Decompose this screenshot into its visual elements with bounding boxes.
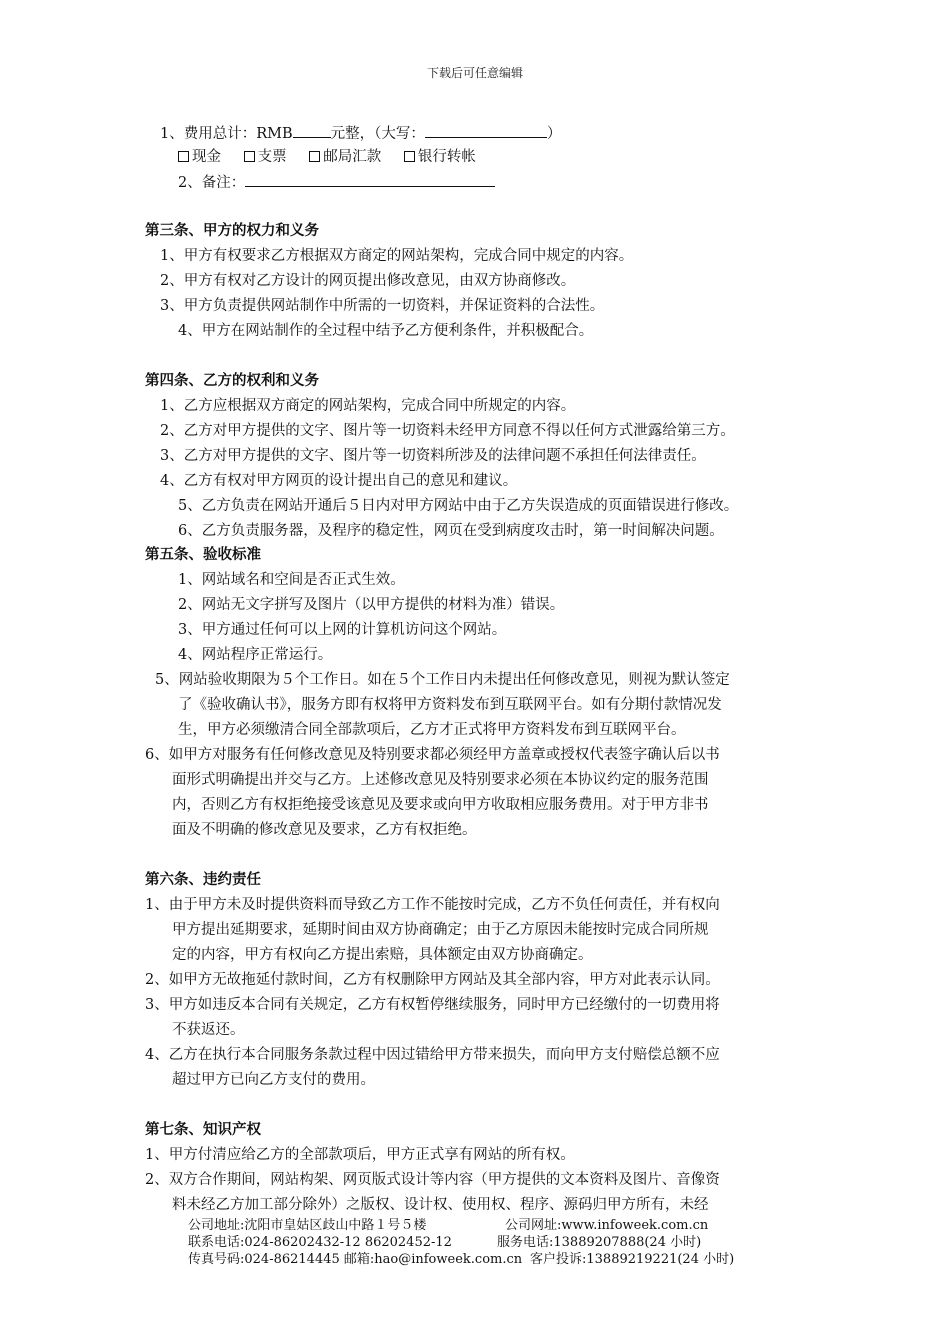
remark-blank xyxy=(245,171,495,187)
s4-item: 3、乙方对甲方提供的文字、图片等一切资料所涉及的法律问题不承担任何法律责任。 xyxy=(160,448,706,464)
footer-service: 服务电话:13889207888(24 小时) xyxy=(497,1235,702,1250)
s6-item-1-line: 定的内容，甲方有权向乙方提出索赔，具体额定由双方协商确定。 xyxy=(172,947,593,963)
s4-item: 4、乙方有权对甲方网页的设计提出自己的意见和建议。 xyxy=(160,473,518,489)
s5-item-6-line: 面及不明确的修改意见及要求，乙方有权拒绝。 xyxy=(172,822,477,838)
payment-remark-line xyxy=(178,171,495,193)
s6-item-4-line: 超过甲方已向乙方支付的费用。 xyxy=(172,1072,375,1088)
option-cash[interactable]: 现金 xyxy=(178,149,221,165)
s3-item: 4、甲方在网站制作的全过程中结予乙方便利条件，并积极配合。 xyxy=(178,323,594,339)
remark-label: 2、备注： xyxy=(178,175,246,191)
payment-total-prefix: 1、费用总计：RMB xyxy=(160,126,293,142)
checkbox-icon xyxy=(404,151,415,162)
s7-item-2-line: 料未经乙方加工部分除外）之版权、设计权、使用权、程序、源码归甲方所有，未经 xyxy=(172,1197,709,1213)
checkbox-icon xyxy=(309,151,320,162)
payment-total-line xyxy=(160,122,561,144)
section-7-title: 第七条、知识产权 xyxy=(145,1121,261,1138)
s5-item: 1、网站域名和空间是否正式生效。 xyxy=(178,572,405,588)
amount-words-blank xyxy=(425,122,547,138)
checkbox-icon xyxy=(244,151,255,162)
s4-item: 2、乙方对甲方提供的文字、图片等一切资料未经甲方同意不得以任何方式泄露给第三方。 xyxy=(160,423,735,439)
s3-item: 2、甲方有权对乙方设计的网页提出修改意见，由双方协商修改。 xyxy=(160,273,576,289)
option-postal[interactable]: 邮局汇款 xyxy=(309,149,381,165)
footer-fax-email: 传真号码:024-86214445 邮箱:hao@infoweek.com.cn xyxy=(188,1252,523,1267)
section-6-title: 第六条、违约责任 xyxy=(145,871,261,888)
amount-blank xyxy=(293,122,331,138)
s6-item-1-line: 甲方提出延期要求，延期时间由双方协商确定；由于乙方原因未能按时完成合同所规 xyxy=(172,922,709,938)
s7-item-1: 1、甲方付清应给乙方的全部款项后，甲方正式享有网站的所有权。 xyxy=(145,1147,575,1163)
s3-item: 3、甲方负责提供网站制作中所需的一切资料，并保证资料的合法性。 xyxy=(160,298,605,314)
footer-website: 公司网址:www.infoweek.com.cn xyxy=(505,1218,709,1233)
s6-item-1-line: 1、由于甲方未及时提供资料而导致乙方工作不能按时完成，乙方不负任何责任，并有权向 xyxy=(145,897,720,913)
s6-item-2-line: 2、如甲方无故拖延付款时间，乙方有权删除甲方网站及其全部内容，甲方对此表示认同。 xyxy=(145,972,720,988)
section-3-title: 第三条、甲方的权力和义务 xyxy=(145,222,319,239)
s5-item: 2、网站无文字拼写及图片（以甲方提供的材料为准）错误。 xyxy=(178,597,565,613)
s5-item: 4、网站程序正常运行。 xyxy=(178,647,333,663)
page-header-note: 下载后可任意编辑 xyxy=(426,66,523,80)
footer-address: 公司地址:沈阳市皇姑区歧山中路１号５楼 xyxy=(188,1218,427,1233)
s4-item: 5、乙方负责在网站开通后５日内对甲方网站中由于乙方失误造成的页面错误进行修改。 xyxy=(178,498,739,514)
section-4-title: 第四条、乙方的权利和义务 xyxy=(145,372,319,389)
s5-item: 3、甲方通过任何可以上网的计算机访问这个网站。 xyxy=(178,622,507,638)
s5-item-6-line: 面形式明确提出并交与乙方。上述修改意见及特别要求必须在本协议约定的服务范围 xyxy=(172,772,709,788)
s3-item: 1、甲方有权要求乙方根据双方商定的网站架构，完成合同中规定的内容。 xyxy=(160,248,634,264)
payment-total-suffix: ） xyxy=(546,126,562,142)
s4-item: 1、乙方应根据双方商定的网站架构，完成合同中所规定的内容。 xyxy=(160,398,576,414)
s5-item-5-line: 了《验收确认书》，服务方即有权将甲方资料发布到互联网平台。如有分期付款情况发 xyxy=(178,697,722,713)
s7-item-2-line: 2、双方合作期间，网站构架、网页版式设计等内容（甲方提供的文本资料及图片、音像资 xyxy=(145,1172,720,1188)
s6-item-3-line: 3、甲方如违反本合同有关规定，乙方有权暂停继续服务，同时甲方已经缴付的一切费用将 xyxy=(145,997,720,1013)
s5-item-6-line: 6、如甲方对服务有任何修改意见及特别要求都必须经甲方盖章或授权代表签字确认后以书 xyxy=(145,747,720,763)
s6-item-4-line: 4、乙方在执行本合同服务条款过程中因过错给甲方带来损失，而向甲方支付赔偿总额不应 xyxy=(145,1047,720,1063)
s5-item-5-line: 5、网站验收期限为５个工作日。如在５个工作日内未提出任何修改意见，则视为默认签定 xyxy=(155,672,730,688)
s5-item-6-line: 内，否则乙方有权拒绝接受该意见及要求或向甲方收取相应服务费用。对于甲方非书 xyxy=(172,797,709,813)
checkbox-icon xyxy=(178,151,189,162)
option-check[interactable]: 支票 xyxy=(244,149,287,165)
option-bank[interactable]: 银行转帐 xyxy=(404,149,476,165)
payment-total-mid: 元整，（大写： xyxy=(330,126,425,142)
s6-item-3-line: 不获返还。 xyxy=(172,1022,245,1038)
payment-options xyxy=(178,147,494,167)
footer-complaint: 客户投诉:13889219221(24 小时) xyxy=(530,1252,735,1267)
footer-phone: 联系电话:024-86202432-12 86202452-12 xyxy=(188,1235,452,1250)
s4-item: 6、乙方负责服务器，及程序的稳定性，网页在受到病度攻击时，第一时间解决问题。 xyxy=(178,523,724,539)
s5-item-5-line: 生，甲方必须缴清合同全部款项后，乙方才正式将甲方资料发布到互联网平台。 xyxy=(178,722,686,738)
section-5-title: 第五条、验收标准 xyxy=(145,546,261,563)
